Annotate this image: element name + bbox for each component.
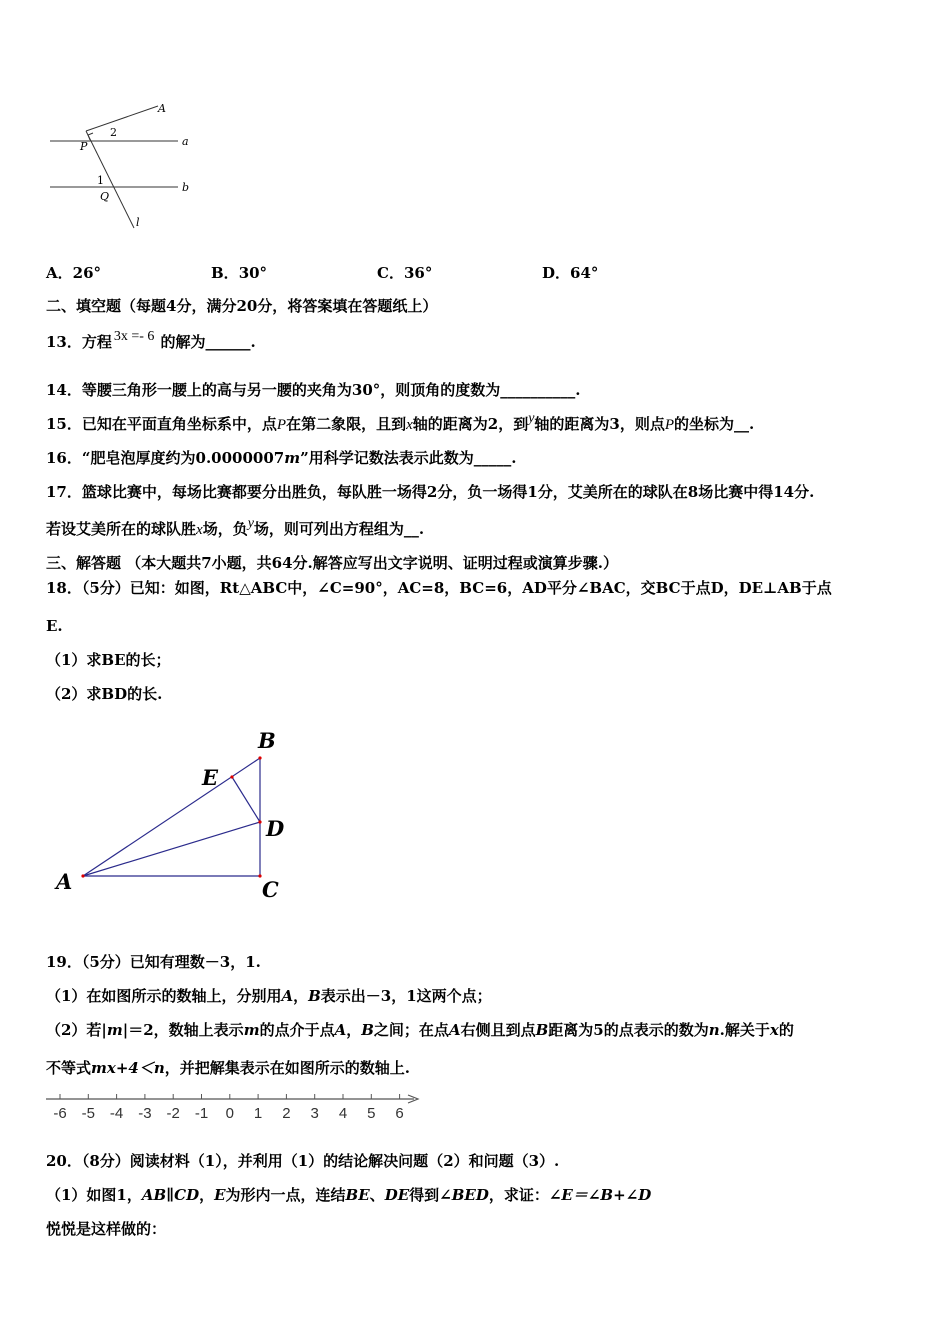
label-A: A <box>158 102 166 115</box>
question-18-sub2: （2）求BD的长. <box>46 685 163 703</box>
label-C: C <box>262 877 279 902</box>
option-b: B．30° <box>211 264 268 282</box>
parallel-lines-figure <box>40 100 210 230</box>
number-line-tick-label: 5 <box>367 1105 376 1122</box>
question-15: 15．已知在平面直角坐标系中，点P在第二象限，且到x轴的距离为2，到y轴的距离为3，则点P的坐标为__. <box>46 411 755 433</box>
right-angle-mark <box>88 133 93 140</box>
segment-DE <box>232 777 260 822</box>
number-line-tick-label: 0 <box>225 1105 234 1122</box>
label-2: 2 <box>110 126 117 139</box>
question-18-sub1: （1）求BE的长； <box>46 651 171 669</box>
point-A <box>81 874 84 877</box>
label-Q: Q <box>100 190 110 203</box>
label-a: a <box>182 135 189 148</box>
number-line-tick-label: -3 <box>138 1105 152 1122</box>
q13-equation: 3x =- 6 <box>113 329 155 344</box>
question-16: 16．“肥皂泡厚度约为0.0000007m”用科学记数法表示此数为_____. <box>46 449 517 467</box>
label-A: A <box>56 869 73 894</box>
number-line-tick-label: 4 <box>338 1105 348 1122</box>
transversal-l <box>86 131 134 228</box>
question-13: 13．方程 3x =- 6 的解为______. <box>46 329 256 351</box>
point-D <box>258 820 261 823</box>
side-AB <box>83 758 260 876</box>
label-P: P <box>80 140 88 153</box>
number-line-tick-label: -2 <box>166 1105 180 1122</box>
number-line-tick-label: -6 <box>53 1105 67 1122</box>
point-B <box>258 756 261 759</box>
section3-title: 三、解答题 （本大题共7小题，共64分.解答应写出文字说明、证明过程或演算步骤.） <box>46 554 618 572</box>
number-line-tick-label: -5 <box>81 1105 95 1122</box>
question-18-line2: E. <box>46 617 63 635</box>
label-b: b <box>182 181 190 194</box>
number-line-tick-label: 3 <box>310 1105 319 1122</box>
question-20-line1: 20．（8分）阅读材料（1），并利用（1）的结论解决问题（2）和问题（3）. <box>46 1152 560 1170</box>
segment-AD <box>83 822 260 876</box>
question-14: 14．等腰三角形一腰上的高与另一腰的夹角为30°，则顶角的度数为__________. <box>46 381 581 399</box>
option-d: D．64° <box>542 264 599 282</box>
question-19-sub1: （1）在如图所示的数轴上，分别用A，B表示出－3，1这两个点； <box>46 987 492 1005</box>
number-line <box>44 1094 424 1128</box>
question-19-line3: 不等式mx+4＜n，并把解集表示在如图所示的数轴上. <box>46 1059 410 1077</box>
label-B: B <box>258 728 276 753</box>
question-19-sub2: （2）若|m|＝2，数轴上表示m的点介于点A，B之间；在点A右侧且到点B距离为5的点表示的数为n.解关于x的 <box>46 1021 794 1039</box>
question-20-line3: 悦悦是这样做的： <box>46 1220 167 1238</box>
label-1: 1 <box>97 174 104 187</box>
point-E <box>230 775 233 778</box>
question-17-line1: 17．篮球比赛中，每场比赛都要分出胜负，每队胜一场得2分，负一场得1分，艾美所在的球队在8场比赛中得14分. <box>46 483 815 501</box>
option-c: C．36° <box>377 264 433 282</box>
number-line-tick-label: -4 <box>109 1105 124 1122</box>
ray-PA <box>86 106 158 131</box>
label-E: E <box>202 765 219 790</box>
triangle-figure <box>50 725 310 905</box>
question-20-sub1: （1）如图1，AB∥CD，E为形内一点，连结BE、DE得到∠BED，求证：∠E＝∠B+∠D <box>46 1186 652 1204</box>
question-18-line1: 18．（5分）已知：如图，Rt△ABC中，∠C=90°，AC=8，BC=6，AD平分∠BAC，交BC于点D，DE⊥AB于点 <box>46 579 832 597</box>
number-line-tick-label: 2 <box>282 1105 291 1122</box>
question-17-line2: 若设艾美所在的球队胜x场，负y场，则可列出方程组为__. <box>46 516 425 538</box>
number-line-tick-label: 1 <box>253 1105 263 1122</box>
section2-title: 二、填空题（每题4分，满分20分，将答案填在答题纸上） <box>46 297 438 315</box>
question-19-line1: 19．（5分）已知有理数－3，1. <box>46 953 261 971</box>
option-a: A．26° <box>46 264 102 282</box>
label-l: l <box>136 216 140 229</box>
label-D: D <box>266 816 285 841</box>
number-line-tick-label: -1 <box>194 1105 209 1122</box>
number-line-tick-label: 6 <box>395 1105 404 1122</box>
